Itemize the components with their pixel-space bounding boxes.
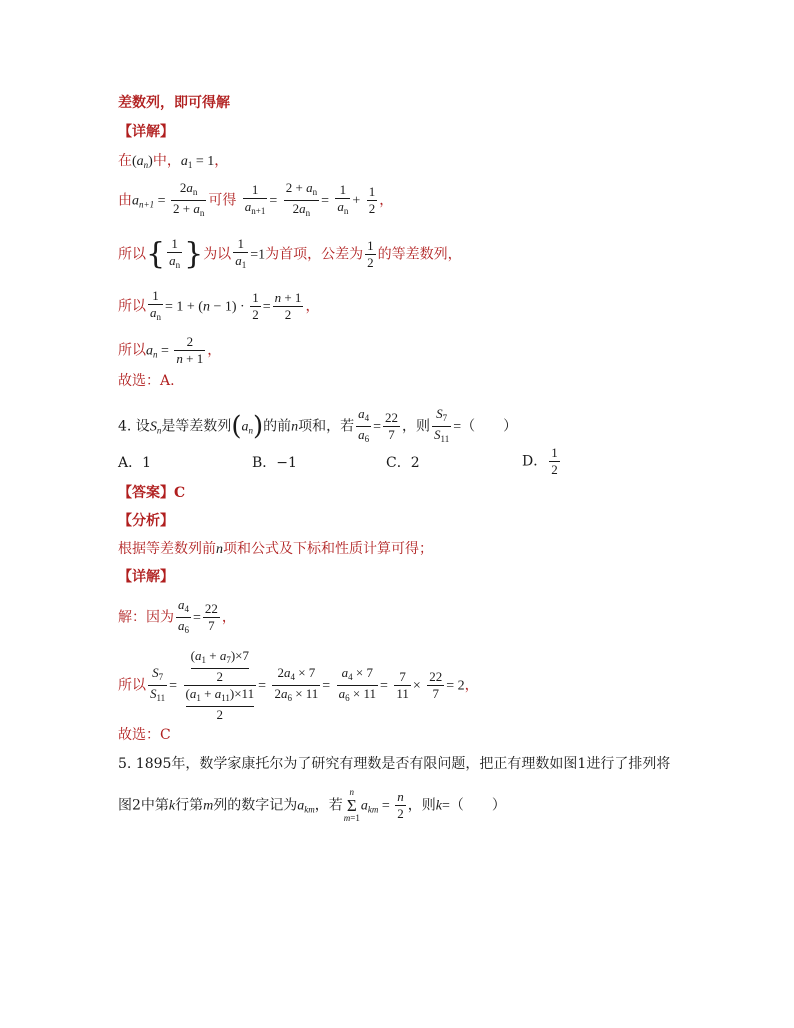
text-line: 在$(a_n)$中，$a_1 = 1$， <box>118 153 229 170</box>
formula-line: 所以 $\frac{S_7}{S_{11}}$ = $\frac{\frac{(a_1 + a_7)\times 7}{2}}{\frac{(a_1 + a_{11})\times 11}{2}}$ = $\frac{2a_4 \times 7}{2a_6 \times 11}$ = $\frac{a_4 \times 7}{a_6 \times 11}$ = $\frac{7}{11}$ × $\frac{22}{7}$ = 2， <box>118 648 479 722</box>
formula-line: 所以 $\frac{1}{a_n}$ = 1 + (n − 1) · $\frac{1}{2}$ = $\frac{n + 1}{2}$ ， <box>118 288 320 322</box>
section-heading-analysis: 【分析】 <box>118 513 174 529</box>
text-line: 差数列，即可得解 <box>118 95 230 111</box>
answer-line: 【答案】C <box>118 485 186 501</box>
text-line: 故选：A. <box>118 373 175 389</box>
formula-line: 解：因为 $\frac{a_4}{a_6}$ = $\frac{22}{7}$ ， <box>118 597 236 635</box>
option-d: D． $\frac{1}{2}$ <box>522 445 558 477</box>
option-c: C．2 <box>386 455 420 471</box>
formula-line: 所以{ $\frac{1}{a_n}$ }为以 $\frac{1}{a_1}$ =1为首项，公差为 $\frac{1}{2}$ 的等差数列， <box>118 236 462 272</box>
section-heading-detail: 【详解】 <box>118 124 174 140</box>
text-line: 故选：C <box>118 727 171 743</box>
option-a: A．1 <box>118 455 152 471</box>
option-b: B．−1 <box>252 455 297 471</box>
analysis-text: 根据等差数列前n项和公式及下标和性质计算可得； <box>118 541 433 557</box>
formula-line: 由$a_{n+1}$ = $\frac{2a_n}{2 + a_n}$ 可得 $\frac{1}{a_{n+1}}$ = $\frac{2 + a_n}{2a_n}$ = $\frac{1}{a_n}$ + $\frac{1}{2}$ ， <box>118 180 394 218</box>
formula-line: 所以$a_n$ = $\frac{2}{n + 1}$ ， <box>118 334 222 366</box>
question-5-line-2: 图2中第k行第m列的数字记为$a_{km}$，若 n Σ m=1 $a_{km}$ = $\frac{n}{2}$ ，则k=（ ） <box>118 787 506 823</box>
section-heading-detail: 【详解】 <box>118 569 174 585</box>
question-5-line-1: 5. 1895年，数学家康托尔为了研究有理数是否有限问题，把正有理数如图1进行了排列将 <box>118 756 671 772</box>
question-4: 4. 设$S_n$是等差数列$(a_n)$的前n项和，若 $\frac{a_4}{a_6}$ = $\frac{22}{7}$ ，则 $\frac{S_7}{S_{11}}$ =（ ） <box>118 406 518 444</box>
